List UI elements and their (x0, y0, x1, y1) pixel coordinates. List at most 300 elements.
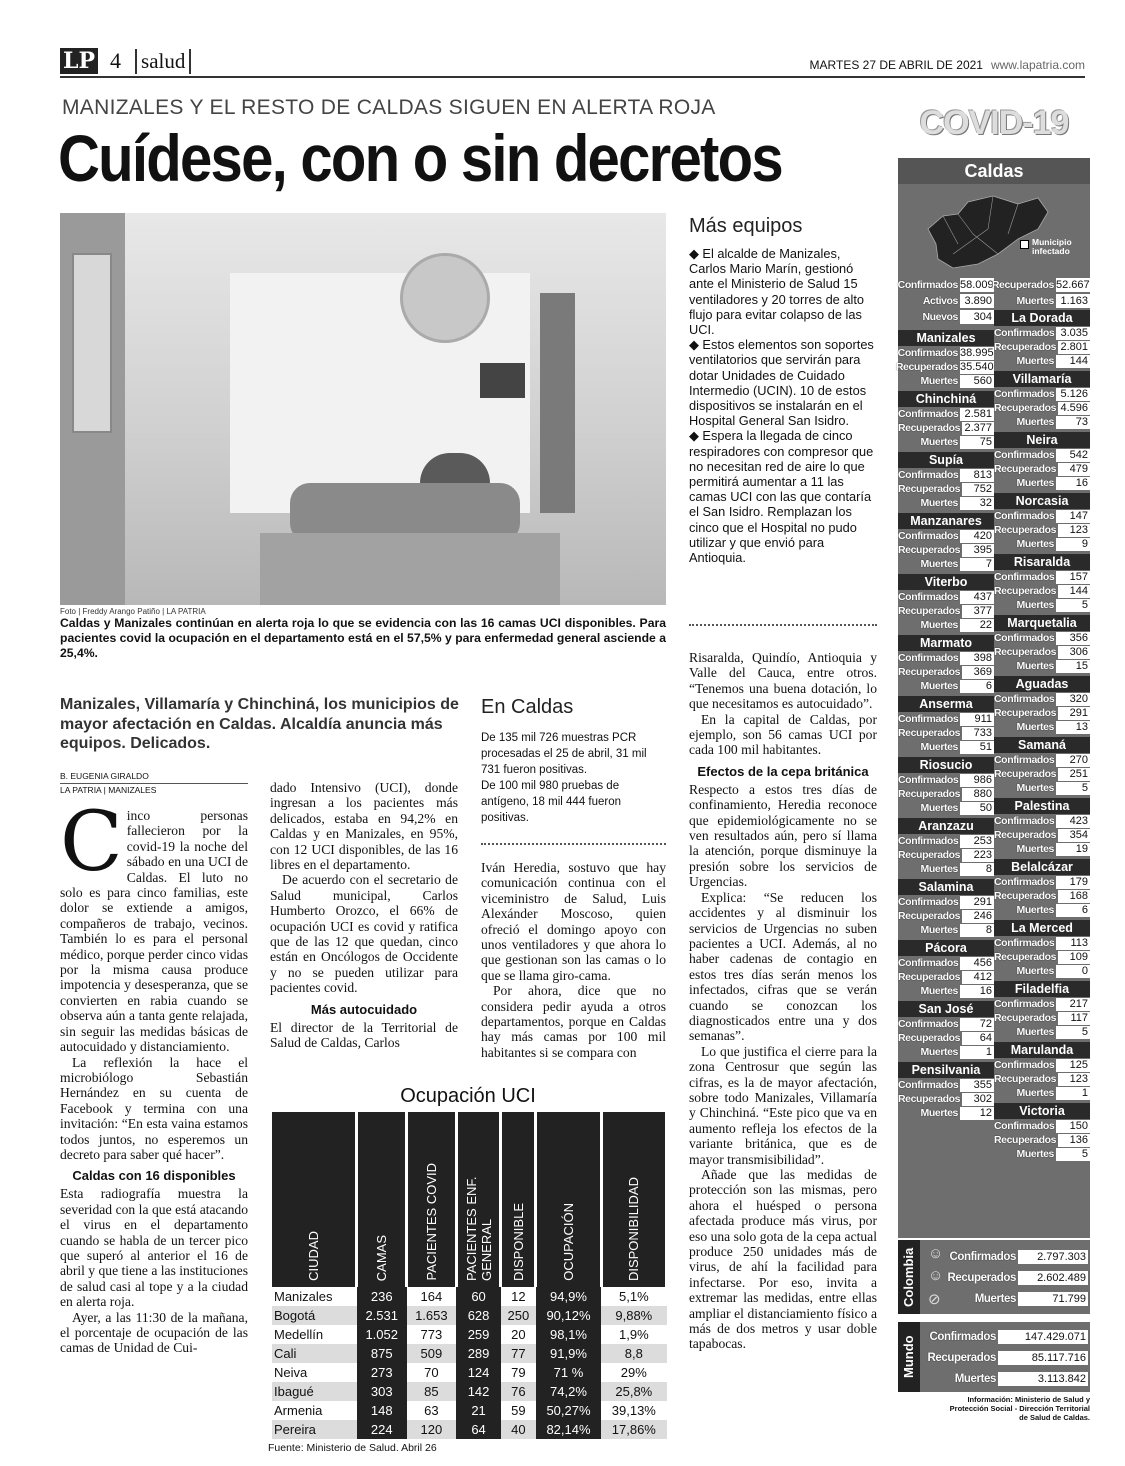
byline (60, 771, 248, 795)
stat-label: Confirmados (949, 1251, 1016, 1263)
stat-label: Confirmados (994, 449, 1055, 461)
stat-label: Recuperados (994, 585, 1057, 597)
stat-label: Muertes (920, 619, 958, 631)
stat-label: Confirmados (994, 754, 1055, 766)
section-label: salud (135, 49, 191, 74)
stat-value: 369 (962, 666, 994, 679)
stat-value: 4.596 (1058, 402, 1090, 415)
stat-label: Recuperados (898, 910, 961, 922)
byline-org: LA PATRIA | MANIZALES (60, 783, 248, 795)
paragraph: Lo que justifica el cierre para la zona Centrosur que según las cifras, es la de mayor afectación, sobre todo Manizales, Villamaría y Chinchiná. “Este pico que va en aumento refleja los efectos de la variante británica, que es de mayor transmisibilidad”. (689, 1043, 877, 1167)
stat-value: 986 (960, 774, 994, 787)
covid-title: COVID-19 (919, 104, 1069, 142)
stat-row (994, 842, 1090, 856)
stat-row (898, 834, 994, 848)
column-header: PACIENTES COVID (407, 1112, 457, 1287)
en-caldas-title: En Caldas (481, 696, 574, 718)
table-row (272, 1382, 667, 1401)
en-caldas-box (481, 730, 666, 826)
stat-value: 51 (960, 741, 994, 754)
stat-value: 880 (962, 788, 994, 801)
stat-row (994, 875, 1090, 889)
table-cell: 164 (420, 1289, 443, 1304)
stat-row (994, 814, 1090, 828)
stat-value: 1.163 (1056, 294, 1090, 308)
stat-value: 9 (1056, 538, 1090, 551)
uci-table-box (268, 1085, 668, 1454)
municipality-block (895, 330, 994, 388)
stat-row (898, 1106, 994, 1120)
stat-row (898, 970, 994, 984)
stat-label: Confirmados (994, 510, 1055, 522)
table-row (272, 1344, 667, 1363)
municipality-name: Supía (898, 452, 994, 468)
stat-row (994, 598, 1090, 612)
stat-row (898, 618, 994, 632)
municipality-block (994, 554, 1090, 612)
icu-photo (60, 213, 666, 605)
divider (689, 624, 877, 626)
stat-label: Confirmados (898, 774, 959, 786)
stat-row (898, 923, 994, 937)
table-cell: 64 (456, 1420, 501, 1439)
stat-value: 168 (1058, 890, 1090, 903)
stat-row (994, 720, 1090, 734)
stat-value: 125 (1056, 1059, 1090, 1072)
table-cell: 509 (420, 1346, 443, 1361)
stat-label: Confirmados (994, 327, 1055, 339)
table-cell: Cali (274, 1346, 297, 1361)
stat-value: 560 (960, 375, 994, 388)
stat-row (994, 997, 1090, 1011)
municipality-name: San José (898, 1001, 994, 1017)
stat-row (898, 1017, 994, 1031)
uci-source: Fuente: Ministerio de Salud. Abril 26 (268, 1442, 437, 1454)
stat-value: 157 (1056, 571, 1090, 584)
stat-value: 6 (960, 680, 994, 693)
mas-equipos-list (689, 246, 879, 565)
stat-label: Confirmados (898, 835, 959, 847)
stat-label: Confirmados (994, 998, 1055, 1010)
stat-value: 217 (1056, 998, 1090, 1011)
stat-row (898, 482, 994, 496)
stat-row (994, 448, 1090, 462)
stat-label: Confirmados (994, 1120, 1055, 1132)
stat-row (898, 407, 994, 421)
municipality-name: Samaná (994, 737, 1090, 753)
municipality-block (994, 615, 1090, 673)
table-cell: 25,8% (615, 1384, 653, 1399)
table-cell: Manizales (274, 1289, 333, 1304)
stat-row (994, 767, 1090, 781)
table-cell: 39,13% (611, 1403, 656, 1418)
table-cell: 70 (424, 1365, 439, 1380)
table-cell: 90,12% (536, 1306, 601, 1325)
municipality-name: Salamina (898, 879, 994, 895)
stat-label: Confirmados (898, 469, 959, 481)
table-cell: 259 (456, 1325, 501, 1344)
covid-title-box (898, 104, 1090, 164)
stat-label: Recuperados (994, 341, 1057, 353)
stat-label: Muertes (1016, 477, 1054, 489)
municipality-block (994, 737, 1090, 795)
stat-value: 16 (960, 985, 994, 998)
table-cell: Neiva (274, 1365, 308, 1380)
stat-value: 270 (1056, 754, 1090, 767)
municipality-name: Palestina (994, 798, 1090, 814)
stat-row (994, 1072, 1090, 1086)
stat-row (994, 354, 1090, 368)
stat-value: 52.667 (1056, 278, 1090, 291)
municipality-block (898, 635, 994, 693)
stat-label: Recuperados (898, 788, 961, 800)
paragraph: En la capital de Caldas, por ejemplo, son 56 camas UCI por cada 100 mil habitantes. (689, 711, 877, 758)
map-legend: Municipio infectado (1032, 237, 1072, 256)
municipality-name: Chinchiná (898, 391, 994, 407)
stat-label: Muertes (920, 985, 958, 997)
stat-row (898, 848, 994, 862)
stat-label: Confirmados (898, 957, 959, 969)
stat-row (898, 773, 994, 787)
municipality-name: La Merced (994, 920, 1090, 936)
table-cell: Armenia (274, 1403, 323, 1418)
stat-value: 7 (960, 558, 994, 571)
stat-label: Confirmados (994, 388, 1055, 400)
stat-row (898, 984, 994, 998)
stat-value: 147 (1056, 510, 1090, 523)
stat-row (898, 1045, 994, 1059)
municipality-name: Neira (994, 432, 1090, 448)
stat-value: 456 (960, 957, 994, 970)
table-cell: 20 (511, 1327, 526, 1342)
stat-row (994, 781, 1090, 795)
colombia-label: Colombia (898, 1240, 920, 1314)
stat-label: Muertes (920, 741, 958, 753)
stat-value: 0 (1056, 965, 1090, 978)
municipality-block (994, 859, 1090, 917)
en-caldas-text: De 135 mil 726 muestras PCR procesadas el 25 de abril, 31 mil 731 fueron positivas. (481, 732, 647, 776)
municipality-name: Marquetalia (994, 615, 1090, 631)
stat-value: 179 (1056, 876, 1090, 889)
stat-label: Recuperados (927, 1352, 996, 1364)
stat-label: Confirmados (898, 591, 959, 603)
subheading: Más autocuidado (310, 1001, 418, 1017)
stat-label: Muertes (920, 1107, 958, 1119)
stat-label: Recuperados (898, 1093, 961, 1105)
stat-row (898, 651, 994, 665)
table-cell: 289 (456, 1344, 501, 1363)
page-header (60, 48, 191, 74)
diamond-icon: ◆ (689, 337, 703, 353)
stat-row (994, 537, 1090, 551)
stat-label: Recuperados (994, 829, 1057, 841)
stat-label: Confirmados (929, 1331, 996, 1343)
stat-row (994, 1058, 1090, 1072)
page-number: 4 (110, 48, 122, 73)
stat-value: 3.890 (960, 294, 994, 308)
stat-label: Confirmados (994, 815, 1055, 827)
stat-label: Muertes (920, 558, 958, 570)
stat-value: 16 (1056, 477, 1090, 490)
stat-label: Recuperados (994, 646, 1057, 658)
stat-row (994, 509, 1090, 523)
stat-value: 35.540 (960, 360, 994, 373)
stat-label: Recuperados (994, 463, 1057, 475)
stat-value: 22 (960, 619, 994, 632)
stat-label: Muertes (1016, 660, 1054, 672)
stat-value: 395 (962, 544, 994, 557)
paragraph: La reflexión la hace el microbiólogo Sebastián Hernández en su cuenta de Facebook y termina con una invitación: “En esta vaina estamos todos juntos, no esperemos un decreto para saber qué hacer”. (60, 1054, 248, 1162)
stat-row (994, 401, 1090, 415)
stat-value: 15 (1056, 660, 1090, 673)
table-cell: 8,8 (624, 1346, 643, 1361)
stat-value: 437 (960, 591, 994, 604)
stat-row (994, 570, 1090, 584)
stat-value: 32 (960, 497, 994, 510)
stat-value: 320 (1056, 693, 1090, 706)
stat-label: Muertes (920, 436, 958, 448)
stat-value: 5 (1056, 782, 1090, 795)
paragraph: Iván Heredia, sostuvo que hay comunicación continua con el viceministro de Salud, Luis Alexánder Moscoso, quien ofreció el domingo apoyo con unos ventiladores y que ahora lo que gestionan son las camas o lo que se llama giro-cama. (481, 860, 666, 983)
stat-row (994, 1025, 1090, 1039)
stat-row (898, 435, 994, 449)
stat-label: Muertes (1016, 843, 1054, 855)
stat-label: Confirmados (898, 713, 959, 725)
table-cell: 250 (507, 1308, 530, 1323)
photo-credit: Foto | Freddy Arango Patiño | LA PATRIA (60, 607, 206, 616)
table-cell: 82,14% (536, 1420, 601, 1439)
stat-row (898, 529, 994, 543)
table-row (272, 1363, 667, 1382)
stat-value: 8 (960, 863, 994, 876)
mundo-box (898, 1322, 1090, 1392)
stat-value: 75 (960, 436, 994, 449)
stat-label: Recuperados (898, 544, 961, 556)
column-header: PACIENTES ENF. GENERAL (456, 1112, 501, 1287)
stat-value: 752 (962, 483, 994, 496)
table-cell: 50,27% (536, 1401, 601, 1420)
newspaper-logo: LP (60, 48, 98, 74)
stat-label: Confirmados (994, 876, 1055, 888)
stat-value: 147.429.071 (998, 1330, 1088, 1344)
stat-label: Confirmados (898, 652, 959, 664)
table-cell: 29% (620, 1365, 647, 1380)
stat-value: 19 (1056, 843, 1090, 856)
drop-cap: C (60, 795, 123, 890)
stat-label: Muertes (920, 863, 958, 875)
stat-row (994, 964, 1090, 978)
stat-label: Muertes (920, 924, 958, 936)
stat-value: 64 (962, 1032, 994, 1045)
column-header: DISPONIBILIDAD (601, 1112, 666, 1287)
stat-value: 2.801 (1058, 341, 1090, 354)
stat-value: 302 (962, 1093, 994, 1106)
stat-label: Muertes (920, 497, 958, 509)
stat-row (994, 387, 1090, 401)
column-header: CAMAS (357, 1112, 407, 1287)
municipality-name: Belalcázar (994, 859, 1090, 875)
stat-value: 423 (1056, 815, 1090, 828)
stat-value: 3.113.842 (998, 1372, 1088, 1386)
stat-value: 398 (960, 652, 994, 665)
deck: Manizales, Villamaría y Chinchiná, los municipios de mayor afectación en Caldas. Alcaldía anuncia más equipos. Delicados. (60, 696, 459, 752)
stat-label: Confirmados (994, 1059, 1055, 1071)
table-cell: 91,9% (536, 1344, 601, 1363)
stat-label: Muertes (1016, 538, 1054, 550)
table-row (272, 1306, 667, 1325)
stat-label: Recuperados (898, 849, 961, 861)
column-3 (481, 860, 666, 1060)
stat-label: Recuperados (994, 1073, 1057, 1085)
table-row (272, 1287, 667, 1306)
sidebar-source: Información: Ministerio de Salud y Protección Social - Dirección Territorial de Salud de Caldas. (949, 1395, 1090, 1422)
stat-row (898, 909, 994, 923)
table-cell: 124 (456, 1363, 501, 1382)
municipality-name: Viterbo (898, 574, 994, 590)
table-cell: 63 (424, 1403, 439, 1418)
municipality-block (898, 818, 994, 876)
stat-row (898, 421, 994, 435)
stat-value: 109 (1058, 951, 1090, 964)
stat-label: Recuperados (898, 666, 961, 678)
stat-row (994, 415, 1090, 429)
stat-value: 253 (960, 835, 994, 848)
stat-label: Confirmados (994, 632, 1055, 644)
stat-row (994, 326, 1090, 340)
municipality-block (898, 1001, 994, 1059)
stat-row (895, 360, 994, 374)
stat-label: Recuperados (994, 402, 1057, 414)
uci-title: Ocupación UCI (400, 1085, 536, 1107)
stat-value: 12 (960, 1107, 994, 1120)
en-caldas-text: De 100 mil 980 pruebas de antígeno, 18 mil 444 fueron positivas. (481, 780, 622, 824)
paragraph: dado Intensivo (UCI), donde ingresan a los pacientes más delicados, estaba en 94,2% en Caldas y en Manizales, en 95%, con 12 UCI disponibles, de las 16 libres en el departamento. (270, 780, 458, 873)
paragraph: El director de la Territorial de Salud de Caldas, Carlos (270, 1019, 458, 1051)
stat-row (898, 604, 994, 618)
table-cell: 94,9% (536, 1287, 601, 1306)
death-icon: ⊘ (928, 1292, 941, 1308)
stat-value: 291 (1058, 707, 1090, 720)
paragraph: inco personas fallecieron por la covid-19 la noche del sábado en una UCI de Caldas. El luto no solo es para cinco familias, este dolor se extiende a amigos, compañeros de trabajo, vecinos. También lo es para el personal médico, porque perder cinco vidas por la misma causa produce impotencia y desesperanza, que se convierten en rabia cuando se observa aún a tanta gente relajada, sin seguir las medidas básicas de autocuidado y distanciamiento. (60, 808, 248, 1055)
stat-row (898, 557, 994, 571)
stat-label: Muertes (1016, 1087, 1054, 1099)
stat-label: Confirmados (994, 937, 1055, 949)
stat-value: 71.799 (1018, 1292, 1088, 1306)
legend-swatch (1020, 240, 1029, 249)
stat-row (994, 706, 1090, 720)
municipality-name: Filadelfia (994, 981, 1090, 997)
stat-value: 304 (960, 310, 994, 324)
stat-value: 479 (1058, 463, 1090, 476)
column-4 (689, 650, 877, 1352)
diamond-icon: ◆ (689, 246, 703, 261)
stat-label: Confirmados (897, 347, 958, 359)
table-cell: 79 (511, 1365, 526, 1380)
stat-value: 2.581 (960, 408, 994, 421)
table-row (272, 1401, 667, 1420)
stat-label: Recuperados (991, 278, 1054, 291)
stat-row (994, 1133, 1090, 1147)
stat-value: 6 (1056, 904, 1090, 917)
table-cell: 1.052 (357, 1325, 407, 1344)
stat-value: 1 (1056, 1087, 1090, 1100)
recovered-icon: ☺ (928, 1268, 944, 1284)
municipality-name: Pensilvania (898, 1062, 994, 1078)
table-cell: 5,1% (619, 1289, 649, 1304)
stat-value: 5.126 (1056, 388, 1090, 401)
stat-row (898, 862, 994, 876)
paragraph: Por ahora, dice que no considera pedir ayuda a otros departamentos, porque en Caldas hay más camas por 100 mil habitantes si se compara con (481, 983, 666, 1060)
stat-label: Muertes (1016, 355, 1054, 367)
person-icon: ☺ (928, 1246, 944, 1262)
municipality-name: Riosucio (898, 757, 994, 773)
stat-value: 354 (1058, 829, 1090, 842)
table-cell: 9,88% (615, 1308, 653, 1323)
stat-value: 223 (962, 849, 994, 862)
stat-row (994, 936, 1090, 950)
municipalities-left (895, 330, 994, 1123)
stat-value: 58.009 (960, 278, 994, 291)
stat-row (898, 1031, 994, 1045)
photo-caption: Caldas y Manizales continúan en alerta roja lo que se evidencia con las 16 camas UCI disponibles. Para pacientes covid la ocupación en el departamento está en el 57,5% y para enfermedad general asciende a 25,4%. (60, 616, 666, 660)
stat-label: Muertes (1016, 1026, 1054, 1038)
stat-label: Recuperados (994, 951, 1057, 963)
caldas-map (898, 184, 1090, 278)
stat-label: Muertes (920, 375, 958, 387)
municipality-block (898, 940, 994, 998)
stat-value: 2.602.489 (1018, 1271, 1088, 1285)
stat-value: 813 (960, 469, 994, 482)
list-item: ◆ Estos elementos son soportes ventilatorios que servirán para dotar Unidades de Cuidado Intermedio (UCIN). 10 de estos dispositivos se instalarán en el Hospital General San Isidro. (689, 337, 874, 429)
stat-label: Confirmados (898, 1018, 959, 1030)
column-header: CIUDAD (272, 1112, 357, 1287)
stat-row (898, 740, 994, 754)
municipality-block (898, 513, 994, 571)
stat-row (994, 584, 1090, 598)
municipality-block (898, 452, 994, 510)
stat-label: Recuperados (994, 1134, 1057, 1146)
stat-label: Muertes (1016, 782, 1054, 794)
municipality-name: Victoria (994, 1103, 1090, 1119)
municipality-name: La Dorada (994, 310, 1090, 326)
stat-row (898, 665, 994, 679)
stat-row (898, 1078, 994, 1092)
byline-name: B. EUGENIA GIRALDO (60, 771, 149, 781)
stat-row (994, 1119, 1090, 1133)
stat-label: Muertes (920, 1046, 958, 1058)
stat-row (898, 496, 994, 510)
stat-row (898, 346, 994, 360)
stat-label: Muertes (1016, 416, 1054, 428)
stat-value: 355 (960, 1079, 994, 1092)
stat-row (994, 462, 1090, 476)
stat-row (994, 340, 1090, 354)
stat-value: 117 (1058, 1012, 1090, 1025)
stat-label: Muertes (1016, 294, 1054, 307)
stat-row (898, 895, 994, 909)
table-cell: Ibagué (274, 1384, 314, 1399)
stat-label: Muertes (1016, 1148, 1054, 1160)
stat-value: 5 (1056, 1148, 1090, 1161)
table-cell: 628 (456, 1306, 501, 1325)
stat-label: Confirmados (898, 896, 959, 908)
list-item: ◆ Espera la llegada de cinco respiradores con compresor que no necesitan red de aire lo que permitirá aumentar a 11 las camas UCI con las que contaría el San Isidro. Remplazan los cinco que el Hospital no pudo utilizar y que envió para Antioquia. (689, 428, 874, 566)
stat-label: Confirmados (897, 278, 958, 291)
table-cell: 773 (420, 1327, 443, 1342)
stat-value: 123 (1058, 524, 1090, 537)
stat-row (898, 468, 994, 482)
stat-value: 144 (1056, 355, 1090, 368)
